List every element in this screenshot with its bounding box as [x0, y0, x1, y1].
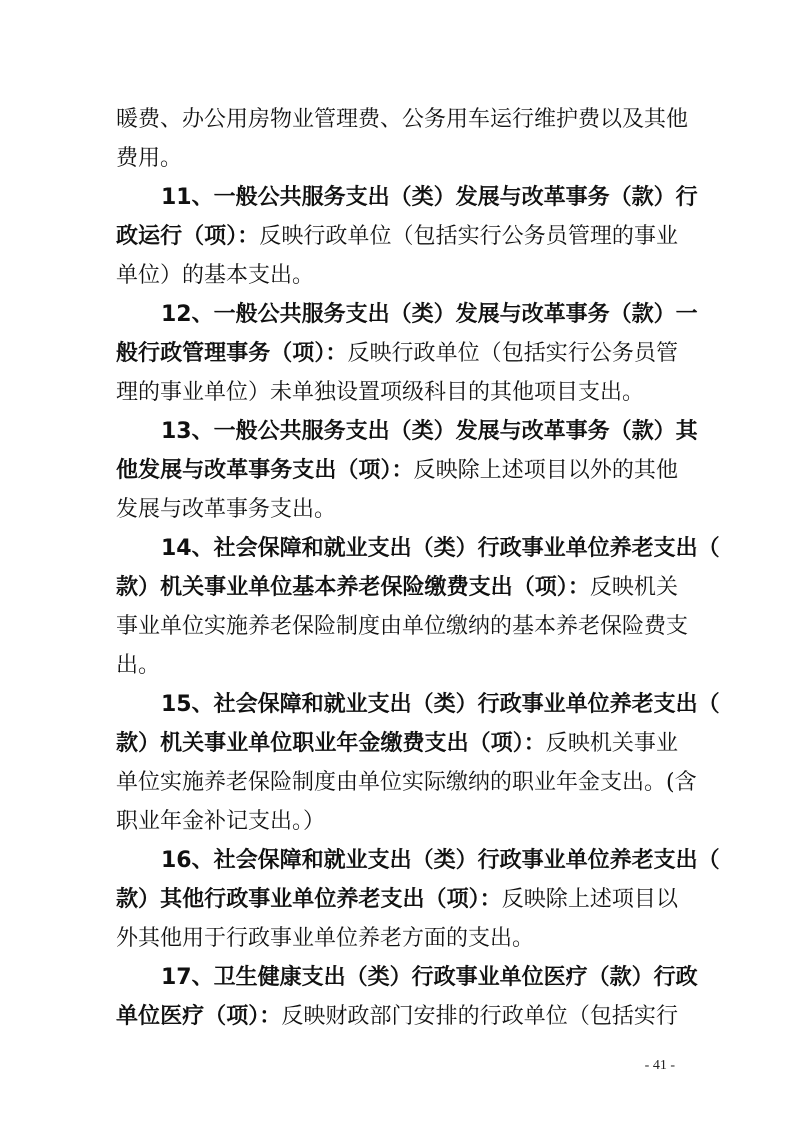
- item-15-heading-cont: 款）机关事业单位职业年金缴费支出（项）：: [116, 731, 546, 756]
- item-13-line-3: 发展与改革事务支出。: [116, 497, 337, 522]
- item-16-line-3: 外其他用于行政事业单位养老方面的支出。: [116, 926, 535, 951]
- item-11-line-3: 单位）的基本支出。: [116, 263, 315, 288]
- item-14-line-2: [116, 573, 678, 603]
- item-13-heading-cont: 他发展与改革事务支出（项）：: [116, 458, 414, 483]
- item-14-line-3: 事业单位实施养老保险制度由单位缴纳的基本养老保险费支: [116, 614, 689, 639]
- item-13-text: 反映除上述项目以外的其他: [413, 458, 678, 483]
- item-14-text: 反映机关: [589, 575, 678, 600]
- item-14-heading: 14、社会保障和就业支出（类）行政事业单位养老支出（: [161, 536, 720, 561]
- item-12-line-2: [116, 339, 678, 369]
- item-15-line-4: 职业年金补记支出。）: [116, 809, 326, 834]
- item-13-heading: 13、一般公共服务支出（类）发展与改革事务（款）其: [161, 419, 698, 444]
- item-16-heading-cont: 款）其他行政事业单位养老支出（项）：: [116, 887, 502, 912]
- item-15-heading: 15、社会保障和就业支出（类）行政事业单位养老支出（: [161, 692, 720, 717]
- item-13-line-2: [116, 456, 678, 486]
- item-14-heading-cont: 款）机关事业单位基本养老保险缴费支出（项）：: [116, 575, 590, 600]
- item-16-text: 反映除上述项目以: [501, 887, 678, 912]
- item-15-line-3: 单位实施养老保险制度由单位实际缴纳的职业年金支出。(含: [116, 770, 697, 795]
- item-12-heading-cont: 般行政管理事务（项）：: [116, 341, 348, 366]
- item-17-heading: 17、卫生健康支出（类）行政事业单位医疗（款）行政: [161, 965, 698, 990]
- item-15-text: 反映机关事业: [545, 731, 678, 756]
- item-12-text: 反映行政单位（包括实行公务员管: [347, 341, 678, 366]
- text-line: 暖费、办公用房物业管理费、公务用车运行维护费以及其他: [116, 107, 689, 132]
- item-11-text: 反映行政单位（包括实行公务员管理的事业: [259, 224, 678, 249]
- item-16-heading: 16、社会保障和就业支出（类）行政事业单位养老支出（: [161, 848, 720, 873]
- item-12-heading: 12、一般公共服务支出（类）发展与改革事务（款）一: [161, 302, 698, 327]
- item-17-heading-cont: 单位医疗（项）：: [116, 1004, 282, 1029]
- item-11-heading: 11、一般公共服务支出（类）发展与改革事务（款）行: [161, 185, 698, 210]
- item-17-line-2: [116, 1002, 678, 1032]
- item-12-line-3: 理的事业单位）未单独设置项级科目的其他项目支出。: [116, 380, 645, 405]
- item-17-text: 反映财政部门安排的行政单位（包括实行: [281, 1004, 678, 1029]
- text-line: 费用。: [116, 146, 183, 171]
- item-14-line-4: 出。: [116, 653, 161, 678]
- item-15-line-2: [116, 729, 678, 759]
- item-11-heading-cont: 政运行（项）：: [116, 224, 260, 249]
- page-number: - 41 -: [644, 1058, 675, 1073]
- item-11-line-2: [116, 222, 678, 252]
- item-16-line-2: [116, 885, 678, 915]
